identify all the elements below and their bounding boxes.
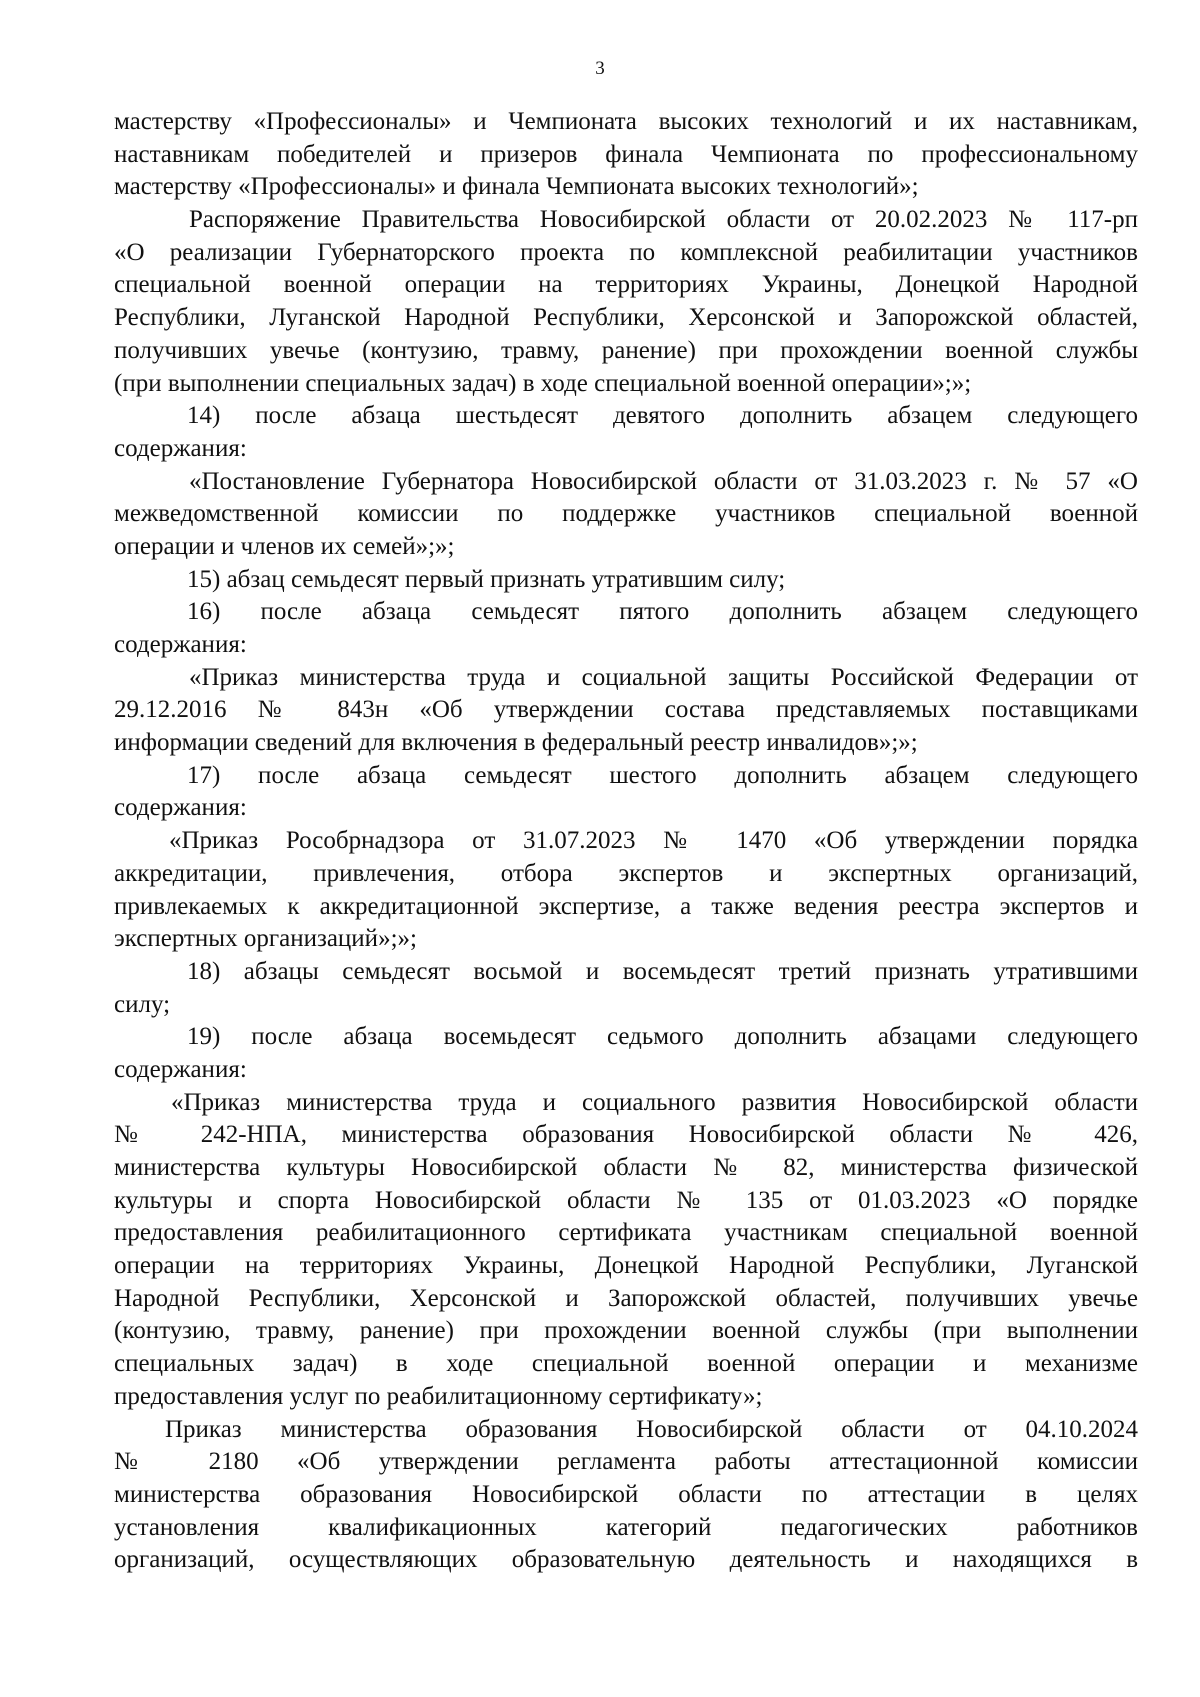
text-line: получивших увечье (контузию, травму, ранение) при прохождении военной службы	[114, 336, 1138, 364]
text-line: (контузию, травму, ранение) при прохождении военной службы (при выполнении	[114, 1317, 1138, 1345]
text-line: мастерству «Профессионалы» и Чемпионата высоких технологий и их наставникам,	[114, 108, 1138, 135]
text-line: министерства культуры Новосибирской области № 82, министерства физической	[114, 1154, 1138, 1181]
text-line: операции и членов их семей»;»;	[114, 532, 455, 560]
text-line: «Приказ министерства труда и социального развития Новосибирской области	[171, 1088, 1138, 1116]
text-line: 29.12.2016 № 843н «Об утверждении состава представляемых поставщиками	[114, 696, 1138, 724]
text-line: организаций, осуществляющих образовательную деятельность и находящихся в	[114, 1546, 1138, 1574]
text-line: Республики, Луганской Народной Республики, Херсонской и Запорожской областей,	[114, 304, 1138, 332]
text-line: экспертных организаций»;»;	[114, 925, 417, 953]
text-line: содержания:	[114, 434, 247, 462]
text-line: № 2180 «Об утверждении регламента работы аттестационной комиссии	[114, 1448, 1138, 1476]
text-line: наставникам победителей и призеров финала Чемпионата по профессиональному	[114, 140, 1138, 168]
text-line: предоставления услуг по реабилитационному сертификату»;	[114, 1382, 763, 1410]
text-line: «Приказ министерства труда и социальной защиты Российской Федерации от	[189, 663, 1138, 691]
text-line: информации сведений для включения в федеральный реестр инвалидов»;»;	[114, 729, 918, 757]
text-line: силу;	[114, 990, 171, 1018]
text-line: предоставления реабилитационного сертификата участникам специальной военной	[114, 1219, 1138, 1247]
text-line: специальной военной операции на территориях Украины, Донецкой Народной	[114, 271, 1138, 299]
text-line: аккредитации, привлечения, отбора экспертов и экспертных организаций,	[114, 859, 1138, 887]
text-line: № 242-НПА, министерства образования Новосибирской области № 426,	[114, 1121, 1138, 1149]
text-line: Распоряжение Правительства Новосибирской области от 20.02.2023 № 117-рп	[189, 206, 1138, 234]
text-line: 15) абзац семьдесят первый признать утратившим силу;	[187, 565, 786, 593]
text-line: содержания:	[114, 1055, 247, 1083]
text-line: мастерству «Профессионалы» и финала Чемпионата высоких технологий»;	[114, 173, 919, 201]
page-number: 3	[595, 58, 605, 79]
text-line: (при выполнении специальных задач) в ходе специальной военной операции»;»;	[114, 369, 972, 397]
text-line: операции на территориях Украины, Донецкой Народной Республики, Луганской	[114, 1252, 1138, 1280]
text-line: 16) после абзаца семьдесят пятого дополнить абзацем следующего	[187, 598, 1138, 626]
text-line: 18) абзацы семьдесят восьмой и восемьдесят третий признать утратившими	[187, 957, 1138, 985]
text-line: содержания:	[114, 794, 247, 822]
text-line: 14) после абзаца шестьдесят девятого дополнить абзацем следующего	[187, 402, 1138, 430]
text-line: Народной Республики, Херсонской и Запорожской областей, получивших увечье	[114, 1284, 1138, 1312]
text-line: 19) после абзаца восемьдесят седьмого дополнить абзацами следующего	[187, 1023, 1138, 1051]
text-line: «Приказ Рособрнадзора от 31.07.2023 № 1470 «Об утверждении порядка	[169, 827, 1138, 855]
text-line: привлекаемых к аккредитационной экспертизе, а также ведения реестра экспертов и	[114, 892, 1138, 920]
text-line: Приказ министерства образования Новосибирской области от 04.10.2024	[165, 1415, 1138, 1443]
text-line: министерства образования Новосибирской области по аттестации в целях	[114, 1480, 1138, 1508]
text-line: «О реализации Губернаторского проекта по комплексной реабилитации участников	[114, 238, 1138, 266]
text-line: специальных задач) в ходе специальной военной операции и механизме	[114, 1350, 1138, 1378]
text-line: 17) после абзаца семьдесят шестого дополнить абзацем следующего	[187, 761, 1138, 789]
text-line: установления квалификационных категорий педагогических работников	[114, 1513, 1138, 1541]
text-line: «Постановление Губернатора Новосибирской области от 31.03.2023 г. № 57 «О	[189, 467, 1138, 495]
document-body	[114, 106, 1138, 1577]
text-line: межведомственной комиссии по поддержке участников специальной военной	[114, 500, 1138, 528]
text-line: содержания:	[114, 631, 247, 658]
text-line: культуры и спорта Новосибирской области № 135 от 01.03.2023 «О порядке	[114, 1186, 1138, 1214]
